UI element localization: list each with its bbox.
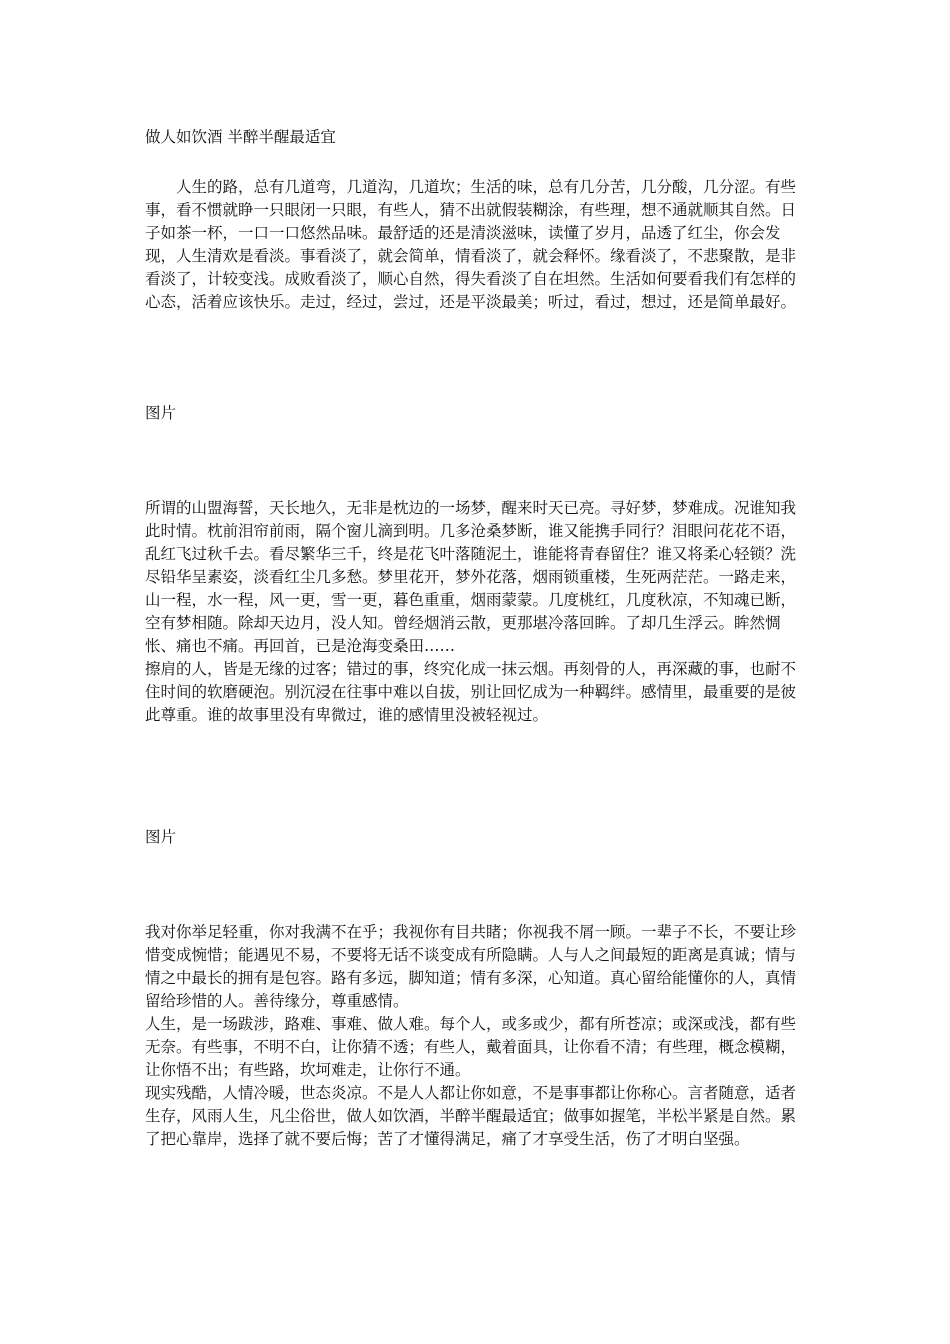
section-1-paragraph-2: 擦肩的人，皆是无缘的过客；错过的事，终究化成一抹云烟。再刻骨的人，再深藏的事，也耐不住时间的软磨硬泡。别沉浸在往事中难以自拔，别让回忆成为一种羁绊。感情里，最重要的是彼此尊重。谁的故事里没有卑微过，谁的感情里没被轻视过。	[145, 660, 797, 724]
section-2	[145, 921, 809, 1151]
section-2-paragraph-1: 我对你举足轻重，你对我满不在乎；我视你有目共睹；你视我不屑一顾。一辈子不长，不要让珍惜变成惋惜；能遇见不易，不要将无话不谈变成有所隐瞒。人与人之间最短的距离是真诚；情与情之中最长的拥有是包容。路有多远，脚知道；情有多深，心知道。真心留给能懂你的人，真情留给珍惜的人。善待缘分，尊重感情。	[145, 923, 797, 1010]
section-1	[145, 497, 809, 727]
image-placeholder-2	[145, 826, 809, 849]
section-1-paragraph-1: 所谓的山盟海誓，天长地久，无非是枕边的一场梦，醒来时天已亮。寻好梦，梦难成。况谁知我此时情。枕前泪帘前雨，隔个窗儿滴到明。几多沧桑梦断，谁又能携手同行？泪眼问花花不语，乱红飞过秋千去。看尽繁华三千，终是花飞叶落随泥土，谁能将青春留住？谁又将柔心轻锁？洗尽铅华呈素姿，淡看红尘几多愁。梦里花开，梦外花落，烟雨锁重楼，生死两茫茫。一路走来，山一程，水一程，风一更，雪一更，暮色重重，烟雨蒙蒙。几度桃红，几度秋凉，不知魂已断，空有梦相随。除却天边月，没人知。曾经烟消云散，更那堪冷落回眸。了却几生浮云。眸然惆怅、痛也不痛。再回首，已是沧海变桑田……	[145, 499, 797, 655]
intro-block	[145, 176, 809, 314]
image-placeholder-1	[145, 402, 809, 425]
intro-paragraph: 人生的路，总有几道弯，几道沟，几道坎；生活的味，总有几分苦，几分酸，几分涩。有些事，看不惯就睁一只眼闭一只眼，有些人，猜不出就假装糊涂，有些理，想不通就顺其自然。日子如茶一杯，一口一口悠然品味。最舒适的还是清淡滋味，读懂了岁月，品透了红尘，你会发现，人生清欢是看淡。事看淡了，就会简单，情看淡了，就会释怀。缘看淡了，不悲聚散，是非看淡了，计较变浅。成败看淡了，顺心自然，得失看淡了自在坦然。生活如何要看我们有怎样的心态，活着应该快乐。走过，经过，尝过，还是平淡最美；听过，看过，想过，还是简单最好。	[145, 178, 797, 311]
section-2-paragraph-2: 人生，是一场跋涉，路难、事难、做人难。每个人，或多或少，都有所苍凉；或深或浅，都有些无奈。有些事，不明不白，让你猜不透；有些人，戴着面具，让你看不清；有些理，概念模糊，让你悟不出；有些路，坎坷难走，让你行不通。	[145, 1015, 797, 1079]
image-placeholder-label-2: 图片	[145, 828, 177, 846]
section-2-paragraph-3: 现实残酷，人情冷暖，世态炎凉。不是人人都让你如意，不是事事都让你称心。言者随意，适者生存，风雨人生，凡尘俗世，做人如饮酒，半醉半醒最适宜；做事如握笔，半松半紧是自然。累了把心靠岸，选择了就不要后悔；苦了才懂得满足，痛了才享受生活，伤了才明白坚强。	[145, 1084, 797, 1148]
document-title: 做人如饮酒 半醉半醒最适宜	[145, 128, 336, 146]
image-placeholder-label-1: 图片	[145, 404, 177, 422]
document-title-block	[145, 126, 809, 149]
